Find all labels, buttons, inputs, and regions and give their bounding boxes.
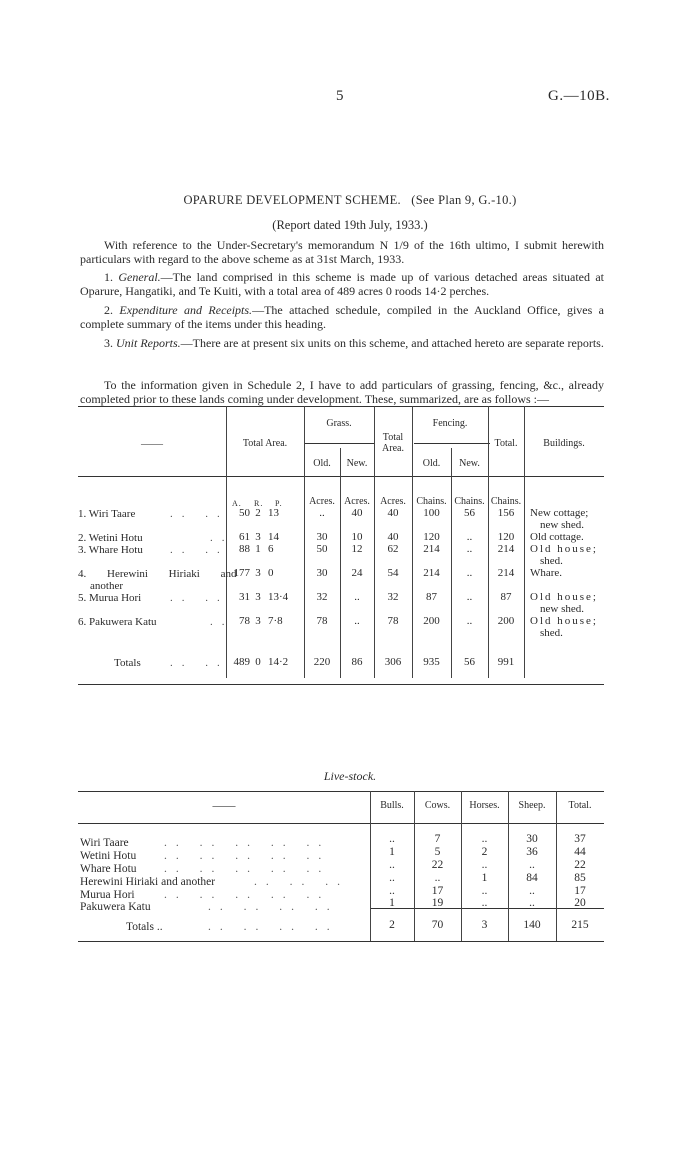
ls-cell-total: 17 bbox=[574, 885, 586, 897]
cell-buildings: Old cottage. bbox=[530, 531, 584, 543]
livestock-title: Live-stock. bbox=[323, 769, 377, 783]
paragraph-heading: General. bbox=[118, 270, 161, 284]
total-fence-old: 935 bbox=[423, 656, 440, 668]
paragraph-text: —There are at present six units on this scheme, and attached hereto are separate reports. bbox=[180, 336, 604, 350]
cell-total: 156 bbox=[497, 507, 515, 519]
ls-cell-bulls: 1 bbox=[389, 897, 395, 909]
table-row-name: 3. Whare Hotu bbox=[78, 544, 143, 556]
unit-grass-new: Acres. bbox=[344, 496, 370, 507]
ls-cell-cows: 7 bbox=[434, 833, 441, 845]
cell-r: 3 bbox=[255, 531, 261, 543]
ls-cell-bulls: .. bbox=[389, 885, 395, 897]
cell-total: 200 bbox=[497, 615, 515, 627]
total-p: 14·2 bbox=[268, 656, 289, 668]
table-row-name: 6. Pakuwera Katu bbox=[78, 616, 157, 628]
ls-cell-total: 44 bbox=[574, 846, 586, 858]
total-total-area: 306 bbox=[384, 656, 402, 668]
paragraph-expenditure bbox=[80, 303, 604, 331]
cell-total-area: 78 bbox=[387, 615, 399, 627]
cell-fence-new: .. bbox=[466, 567, 473, 579]
cell-buildings-2: new shed. bbox=[540, 603, 584, 615]
cell-fence-old: 214 bbox=[423, 567, 440, 579]
ls-row-name: Wiri Taare bbox=[80, 837, 129, 849]
cell-grass-new: .. bbox=[354, 615, 360, 627]
ls-cell-sheep: 36 bbox=[526, 846, 538, 858]
totals-label: Totals bbox=[114, 657, 141, 669]
livestock-table bbox=[78, 791, 604, 941]
leader-dots: .. .. bbox=[170, 508, 229, 520]
leader-dots: .. .. .. .. bbox=[208, 921, 339, 933]
unit-total-area: Acres. bbox=[380, 496, 406, 507]
table-row-name: 1. Wiri Taare bbox=[78, 508, 136, 520]
total-total: 991 bbox=[497, 656, 515, 668]
ls-cell-total: 85 bbox=[574, 872, 586, 884]
total-grass-new: 86 bbox=[351, 656, 363, 668]
cell-p: 6 bbox=[268, 543, 274, 555]
total-grass-old: 220 bbox=[313, 656, 331, 668]
ls-header-dash: —— bbox=[212, 800, 236, 812]
ls-cell-horses: .. bbox=[481, 833, 488, 845]
ls-cell-sheep: 84 bbox=[526, 872, 538, 884]
ls-row-name: Pakuwera Katu bbox=[80, 901, 151, 913]
cell-grass-old: 78 bbox=[316, 615, 328, 627]
paragraph-number: 3. bbox=[104, 336, 113, 350]
cell-total-area: 40 bbox=[387, 507, 399, 519]
cell-a: 78 bbox=[239, 615, 250, 627]
ls-cell-bulls: .. bbox=[389, 833, 395, 845]
cell-grass-new: .. bbox=[354, 591, 360, 603]
cell-grass-old: 30 bbox=[316, 567, 328, 579]
unit-r: R. bbox=[254, 499, 264, 508]
ls-cell-cows: 17 bbox=[431, 885, 444, 897]
header-buildings: Buildings. bbox=[543, 438, 585, 449]
ls-row-name: Whare Hotu bbox=[80, 863, 137, 875]
cell-p: 7·8 bbox=[268, 615, 283, 627]
cell-total: 214 bbox=[497, 543, 515, 555]
cell-grass-new: 24 bbox=[351, 567, 363, 579]
ls-cell-bulls: .. bbox=[389, 872, 395, 884]
table-row-name: 2. Wetini Hotu bbox=[78, 532, 143, 544]
header-fence-old: Old. bbox=[422, 458, 441, 469]
leader-dots: .. .. bbox=[170, 592, 229, 604]
cell-r: 1 bbox=[255, 543, 261, 555]
leader-dots: .. bbox=[210, 532, 234, 544]
cell-p: 13·4 bbox=[268, 591, 289, 603]
cell-total-area: 40 bbox=[387, 531, 399, 543]
ls-cell-bulls: 1 bbox=[389, 846, 395, 858]
paragraph-number: 1. bbox=[104, 270, 113, 284]
table-row-name: 5. Murua Hori bbox=[78, 592, 142, 604]
cell-grass-new: 40 bbox=[351, 507, 363, 519]
ls-cell-cows: .. bbox=[434, 872, 441, 884]
header-fence-new: New. bbox=[459, 458, 480, 469]
cell-fence-new: .. bbox=[466, 615, 473, 627]
paragraph-heading: Unit Reports. bbox=[116, 336, 181, 350]
ls-cell-horses: 2 bbox=[481, 846, 488, 858]
unit-fence-old: Chains. bbox=[416, 496, 447, 507]
paragraph-unit-reports bbox=[80, 336, 604, 350]
ls-total-total: 215 bbox=[571, 919, 589, 931]
cell-total: 120 bbox=[497, 531, 515, 543]
cell-r: 2 bbox=[255, 507, 261, 519]
table-row-name-2: another bbox=[90, 580, 123, 592]
cell-p: 14 bbox=[268, 531, 279, 543]
ls-header-total: Total. bbox=[568, 800, 592, 811]
cell-grass-old: .. bbox=[319, 507, 325, 519]
ls-row-name: Herewini Hiriaki and another bbox=[80, 876, 216, 888]
intro-paragraph: With reference to the Under-Secretary's memorandum N 1/9 of the 16th ultimo, I submit herewith particulars with regard to the above scheme as at 31st March, 1933. bbox=[80, 238, 604, 266]
cell-fence-old: 120 bbox=[423, 531, 440, 543]
cell-grass-old: 32 bbox=[316, 591, 328, 603]
ls-cell-sheep: .. bbox=[529, 885, 535, 897]
paragraph-general bbox=[80, 270, 604, 298]
ls-row-name: Murua Hori bbox=[80, 889, 135, 901]
ls-cell-sheep: 30 bbox=[526, 833, 538, 845]
document-code: G.—10B. bbox=[548, 88, 610, 104]
total-fence-new: 56 bbox=[464, 656, 475, 668]
page-number: 5 bbox=[336, 88, 344, 104]
total-a: 489 bbox=[233, 656, 250, 668]
leader-dots: .. .. .. bbox=[254, 876, 349, 888]
summary-paragraph: To the information given in Schedule 2, I have to add particulars of grassing, fencing, &c., already completed prior to these lands coming under development. These, summarized, are as follows :— bbox=[80, 378, 604, 406]
scheme-title: OPARURE DEVELOPMENT SCHEME. (See Plan 9, G.-10.) bbox=[183, 193, 517, 207]
cell-a: 31 bbox=[239, 591, 250, 603]
leader-dots: .. bbox=[210, 616, 234, 628]
unit-fence-new: Chains. bbox=[454, 496, 485, 507]
cell-fence-new: .. bbox=[466, 591, 473, 603]
header-grass-old: Old. bbox=[313, 458, 331, 469]
cell-r: 3 bbox=[255, 591, 261, 603]
ls-cell-horses: .. bbox=[481, 885, 488, 897]
paragraph-number: 2. bbox=[104, 303, 113, 317]
ls-cell-cows: 22 bbox=[431, 859, 444, 871]
cell-buildings-2: shed. bbox=[540, 627, 563, 639]
cell-total-area: 62 bbox=[387, 543, 399, 555]
paragraph-text: —The attached schedule, compiled in the Auckland Office, gives a complete summary of the items under this heading. bbox=[80, 303, 604, 331]
unit-grass-old: Acres. bbox=[309, 496, 335, 507]
leader-dots: .. .. bbox=[170, 544, 229, 556]
leader-dots: .. .. .. .. .. bbox=[164, 863, 331, 875]
cell-grass-new: 10 bbox=[351, 531, 363, 543]
ls-header-cows: Cows. bbox=[424, 800, 451, 811]
total-r: 0 bbox=[255, 656, 261, 668]
ls-cell-bulls: .. bbox=[389, 859, 395, 871]
cell-fence-old: 200 bbox=[423, 615, 440, 627]
cell-fence-new: 56 bbox=[464, 507, 475, 519]
leader-dots: .. .. .. .. bbox=[208, 901, 339, 913]
cell-total-area: 32 bbox=[387, 591, 399, 603]
report-date: (Report dated 19th July, 1933.) bbox=[272, 218, 428, 232]
cell-fence-old: 214 bbox=[423, 543, 440, 555]
header-total: Total. bbox=[494, 438, 518, 449]
ls-total-cows: 70 bbox=[431, 919, 444, 931]
cell-fence-old: 87 bbox=[426, 591, 437, 603]
cell-buildings: New cottage; bbox=[530, 507, 589, 519]
cell-fence-new: .. bbox=[466, 543, 473, 555]
cell-fence-new: .. bbox=[466, 531, 473, 543]
header-total-area: Total Area. bbox=[242, 438, 288, 449]
header-grass-new: New. bbox=[346, 458, 368, 469]
cell-grass-new: 12 bbox=[351, 543, 363, 555]
cell-r: 3 bbox=[255, 567, 261, 579]
ls-cell-total: 22 bbox=[574, 859, 586, 871]
ls-cell-horses: .. bbox=[481, 897, 488, 909]
ls-cell-cows: 5 bbox=[434, 846, 441, 858]
ls-cell-total: 37 bbox=[574, 833, 586, 845]
cell-total: 87 bbox=[500, 591, 512, 603]
leader-dots: .. .. bbox=[170, 657, 229, 669]
unit-total: Chains. bbox=[490, 496, 522, 507]
ls-cell-horses: .. bbox=[481, 859, 488, 871]
cell-grass-old: 50 bbox=[316, 543, 328, 555]
cell-p: 0 bbox=[268, 567, 274, 579]
cell-buildings: Old house; bbox=[530, 591, 598, 603]
cell-buildings-2: new shed. bbox=[540, 519, 584, 531]
unit-p: P. bbox=[275, 499, 283, 508]
paragraph-text: —The land comprised in this scheme is made up of various detached areas situated at Oparure, Hangatiki, and Te Kuiti, with a total area of 489 acres 0 roods 14·2 perches. bbox=[80, 270, 604, 298]
ls-header-horses: Horses. bbox=[469, 800, 500, 811]
cell-p: 13 bbox=[268, 507, 279, 519]
ls-row-name: Wetini Hotu bbox=[80, 850, 137, 862]
header-dash: —— bbox=[141, 438, 163, 450]
ls-total-sheep: 140 bbox=[523, 919, 541, 931]
cell-fence-old: 100 bbox=[423, 507, 440, 519]
leader-dots: .. .. .. .. .. bbox=[164, 837, 331, 849]
paragraph-heading: Expenditure and Receipts. bbox=[119, 303, 253, 317]
cell-a: 61 bbox=[239, 531, 250, 543]
table-row-name: 4. Herewini Hiriaki and bbox=[78, 568, 237, 580]
cell-a: 50 bbox=[239, 507, 250, 519]
leader-dots: .. .. .. .. .. bbox=[164, 889, 331, 901]
cell-buildings-2: shed. bbox=[540, 555, 563, 567]
cell-a: 177 bbox=[233, 567, 250, 579]
cell-buildings: Old house; bbox=[530, 615, 598, 627]
ls-totals-label: Totals .. bbox=[126, 921, 163, 933]
header-fencing: Fencing. bbox=[432, 418, 468, 429]
ls-header-sheep: Sheep. bbox=[518, 800, 546, 811]
ls-cell-sheep: .. bbox=[529, 897, 535, 909]
cell-total-area: 54 bbox=[387, 567, 399, 579]
ls-total-bulls: 2 bbox=[389, 919, 395, 931]
header-total-area-2: Total Area. bbox=[382, 432, 404, 454]
cell-total: 214 bbox=[497, 567, 515, 579]
cell-grass-old: 30 bbox=[316, 531, 328, 543]
ls-total-horses: 3 bbox=[481, 919, 488, 931]
cell-r: 3 bbox=[255, 615, 261, 627]
cell-buildings: Old house; bbox=[530, 543, 598, 555]
ls-cell-sheep: .. bbox=[529, 859, 535, 871]
leader-dots: .. .. .. .. .. bbox=[164, 850, 331, 862]
ls-cell-horses: 1 bbox=[481, 872, 488, 884]
cell-a: 88 bbox=[239, 543, 250, 555]
header-grass: Grass. bbox=[326, 418, 352, 429]
development-table bbox=[78, 406, 604, 684]
ls-cell-total: 20 bbox=[574, 897, 586, 909]
cell-buildings: Whare. bbox=[530, 567, 563, 579]
ls-header-bulls: Bulls. bbox=[380, 800, 404, 811]
unit-a: A. bbox=[232, 499, 242, 508]
ls-cell-cows: 19 bbox=[431, 897, 444, 909]
